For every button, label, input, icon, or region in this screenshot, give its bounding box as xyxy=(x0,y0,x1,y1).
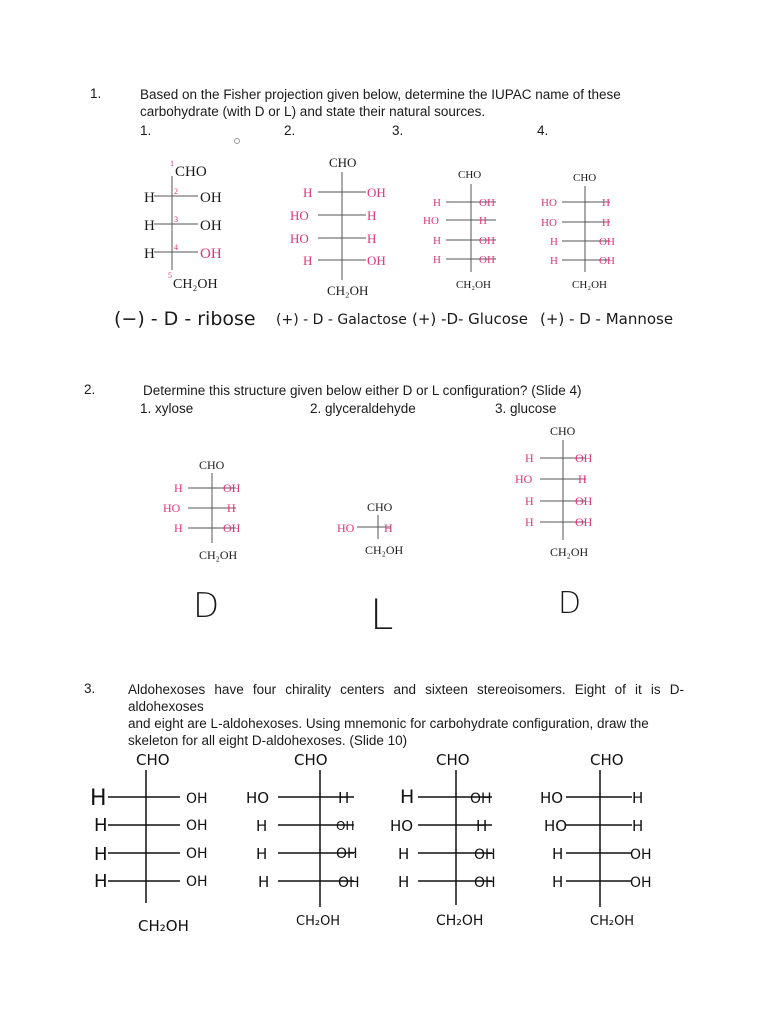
right-group: H xyxy=(632,789,644,807)
q2-label-3: 3. glucose xyxy=(495,401,557,416)
q2-number: 2. xyxy=(84,382,96,397)
right-group: OH xyxy=(575,494,593,508)
q1-label-4: 4. xyxy=(537,123,549,138)
left-group: HO xyxy=(515,472,533,486)
left-group: H xyxy=(398,845,410,863)
right-group: OH xyxy=(200,190,222,206)
top-group: CHO xyxy=(175,164,207,180)
top-group: CHO xyxy=(367,500,393,514)
q2-label-2: 2. glyceraldehyde xyxy=(310,401,416,416)
q2-fischer-xylose xyxy=(160,455,270,565)
left-group: HO xyxy=(423,215,439,227)
q1-label-1: 1. xyxy=(140,123,152,138)
left-group: HO xyxy=(540,789,564,807)
q3-text-line1: Aldohexoses have four chirality centers and sixteen stereoisomers. Eight of it is D-aldohexoses xyxy=(128,682,684,714)
left-group: H xyxy=(550,236,558,248)
q2-fischer-glyceraldehyde xyxy=(335,497,425,561)
right-group: H xyxy=(367,208,377,223)
q1-fischer-glucose xyxy=(420,162,520,294)
q3-number: 3. xyxy=(84,681,96,696)
bottom-group: CH₂OH xyxy=(296,914,341,929)
left-group: H xyxy=(256,845,268,863)
q1-answer-1: (−) - D - ribose xyxy=(114,308,256,330)
q1-answer-2: (+) - D - Galactose xyxy=(276,312,407,328)
q2-fischer-glucose xyxy=(508,420,618,562)
right-group: OH xyxy=(200,246,222,262)
left-group: H xyxy=(525,515,534,529)
right-group: OH xyxy=(367,253,386,268)
top-group: CHO xyxy=(436,751,470,769)
top-group: CHO xyxy=(294,751,328,769)
q1-text-line1: Based on the Fisher projection given below, determine the IUPAC name of these xyxy=(140,87,621,102)
left-group: HO xyxy=(337,521,355,535)
right-group: OH xyxy=(630,875,652,891)
right-group: OH xyxy=(336,819,355,833)
right-group: OH xyxy=(575,451,593,465)
q3-skeleton-1 xyxy=(80,745,220,940)
q1-fischer-mannose xyxy=(538,164,638,296)
bottom-group: CH₂OH xyxy=(138,917,189,935)
left-group: H xyxy=(144,190,155,206)
q3-text xyxy=(128,681,684,749)
q2-text: Determine this structure given below either D or L configuration? (Slide 4) xyxy=(143,383,582,398)
left-group: H xyxy=(144,246,155,262)
q3-text-line2: and eight are L-aldohexoses. Using mnemonic for carbohydrate configuration, draw the xyxy=(128,716,649,731)
q1-text-line2: carbohydrate (with D or L) and state their natural sources. xyxy=(140,104,486,119)
right-group: OH xyxy=(474,875,496,891)
left-group: H xyxy=(398,873,410,891)
carbon-number-2: 2 xyxy=(174,187,178,196)
q2-answer-2: L xyxy=(370,590,394,639)
bottom-group: CH₂OH xyxy=(365,543,404,557)
bottom-group: CH₂OH xyxy=(173,277,218,292)
right-group: OH xyxy=(599,255,615,267)
left-group: H xyxy=(552,873,564,891)
top-group: CHO xyxy=(573,172,597,184)
left-group: H xyxy=(433,235,441,247)
q3-skeleton-3 xyxy=(388,745,528,940)
bottom-group: CH₂OH xyxy=(550,545,589,559)
right-group: H xyxy=(338,789,350,807)
q3-text-line3: skeleton for all eight D-aldohexoses. (Slide 10) xyxy=(128,733,408,748)
left-group: H xyxy=(94,871,108,892)
left-group: HO xyxy=(541,197,557,209)
right-group: OH xyxy=(200,218,222,234)
left-group: H xyxy=(525,494,534,508)
right-group: H xyxy=(602,197,610,209)
left-group: H xyxy=(174,481,183,495)
left-group: H xyxy=(303,253,313,268)
top-group: CHO xyxy=(329,155,357,170)
left-group: HO xyxy=(541,217,557,229)
right-group: H xyxy=(479,215,487,227)
right-group: H xyxy=(227,501,236,515)
left-group: HO xyxy=(163,501,181,515)
q1-number: 1. xyxy=(90,86,102,101)
left-group: H xyxy=(90,786,107,811)
left-group: HO xyxy=(290,208,309,223)
q1-fischer-galactose xyxy=(282,152,392,300)
right-group: OH xyxy=(336,846,358,862)
right-group: OH xyxy=(599,236,615,248)
q3-skeleton-4 xyxy=(532,745,672,940)
top-group: CHO xyxy=(458,169,482,181)
right-group: OH xyxy=(479,254,495,266)
q2-answer-1: D xyxy=(193,586,220,626)
bottom-group: CH₂OH xyxy=(199,548,238,562)
bottom-group: CH₂OH xyxy=(590,914,635,929)
carbon-number-4: 4 xyxy=(174,243,178,252)
right-group: H xyxy=(578,472,587,486)
q1-answer-3: (+) -D- Glucose xyxy=(412,310,528,328)
right-group: OH xyxy=(186,818,208,834)
left-group: H xyxy=(144,218,155,234)
left-group: H xyxy=(433,254,441,266)
right-group: OH xyxy=(630,847,652,863)
right-group: OH xyxy=(186,791,208,807)
right-group: OH xyxy=(474,847,496,863)
left-group: HO xyxy=(290,231,309,246)
left-group: H xyxy=(94,844,108,865)
q2-answer-3: D xyxy=(558,586,582,621)
q1-fischer-ribose xyxy=(140,152,260,292)
right-group: H xyxy=(476,817,488,835)
q1-answer-4: (+) - D - Mannose xyxy=(540,310,674,328)
left-group: H xyxy=(550,255,558,267)
left-group: HO xyxy=(544,817,568,835)
bottom-group: CH₂OH xyxy=(456,279,492,291)
right-group: OH xyxy=(470,791,492,807)
bottom-group: CH₂OH xyxy=(572,279,608,291)
right-group: OH xyxy=(186,874,208,890)
right-group: OH xyxy=(479,197,495,209)
left-group: HO xyxy=(390,817,414,835)
left-group: H xyxy=(525,451,534,465)
right-group: H xyxy=(367,231,377,246)
right-group: H xyxy=(602,217,610,229)
left-group: H xyxy=(303,185,313,200)
left-group: H xyxy=(433,197,441,209)
small-dot-mark xyxy=(234,138,240,144)
right-group: OH xyxy=(479,235,495,247)
left-group: HO xyxy=(246,789,270,807)
q1-label-3: 3. xyxy=(392,123,404,138)
right-group: H xyxy=(632,817,644,835)
right-group: OH xyxy=(186,846,208,862)
q2-label-1: 1. xylose xyxy=(140,401,194,416)
left-group: H xyxy=(552,845,564,863)
left-group: H xyxy=(174,521,183,535)
top-group: CHO xyxy=(136,751,170,769)
bottom-group: CH₂OH xyxy=(327,283,369,298)
left-group: H xyxy=(94,815,108,836)
carbon-number-1: 1 xyxy=(170,159,174,168)
top-group: CHO xyxy=(590,751,624,769)
carbon-number-5: 5 xyxy=(168,271,172,280)
right-group: OH xyxy=(223,521,241,535)
q3-skeleton-2 xyxy=(238,745,378,940)
q1-label-2: 2. xyxy=(284,123,296,138)
left-group: H xyxy=(256,817,268,835)
top-group: CHO xyxy=(550,424,576,438)
right-group: OH xyxy=(338,875,360,891)
left-group: H xyxy=(400,786,415,808)
right-group: H xyxy=(384,521,393,535)
q1-text xyxy=(140,86,660,120)
bottom-group: CH₂OH xyxy=(436,913,484,929)
right-group: OH xyxy=(575,515,593,529)
right-group: OH xyxy=(367,185,386,200)
top-group: CHO xyxy=(199,458,225,472)
left-group: H xyxy=(258,873,270,891)
carbon-number-3: 3 xyxy=(174,215,178,224)
right-group: OH xyxy=(223,481,241,495)
